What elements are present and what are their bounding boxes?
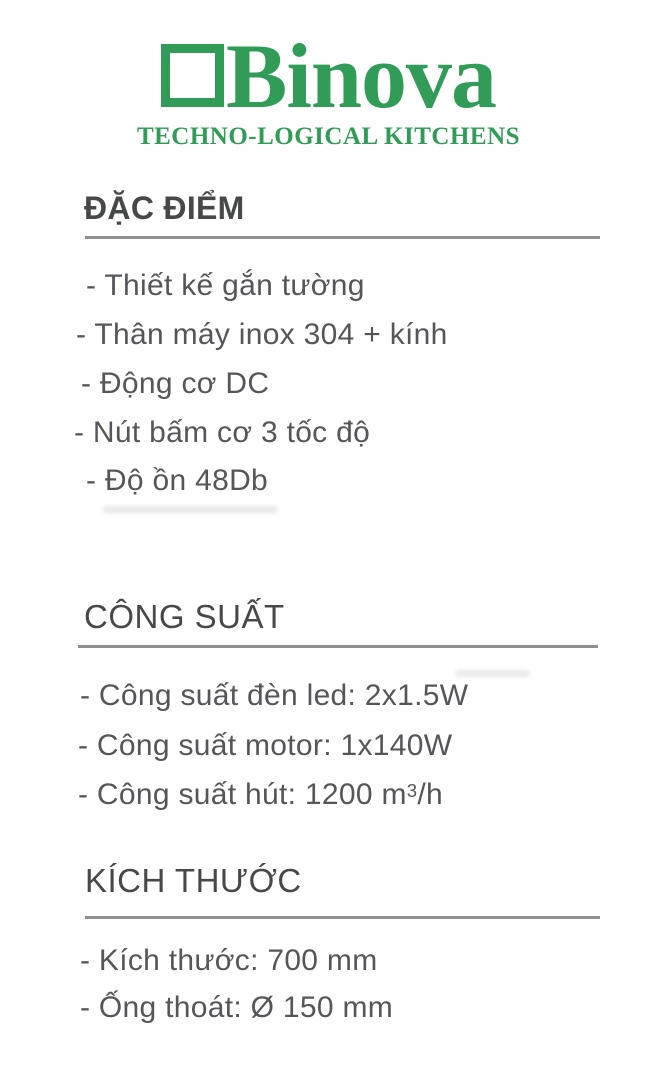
feature-item-motor-type: - Động cơ DC xyxy=(81,367,270,400)
brand-logo-row xyxy=(0,25,657,127)
brand-tagline: TECHNO-LOGICAL KITCHENS xyxy=(136,123,521,150)
dimension-item-width: - Kích thước: 700 mm xyxy=(80,944,378,977)
brand-logo xyxy=(0,25,657,151)
power-item-led: - Công suất đèn led: 2x1.5W xyxy=(80,679,469,712)
power-item-motor: - Công suất motor: 1x140W xyxy=(78,729,453,762)
divider-features xyxy=(85,236,600,239)
power-suction-superscript: 3 xyxy=(406,779,418,801)
section-title-features: ĐẶC ĐIỂM xyxy=(84,190,245,226)
erased-text-artifact xyxy=(455,670,530,677)
feature-item-buttons: - Nút bấm cơ 3 tốc độ xyxy=(74,416,371,449)
divider-power xyxy=(78,645,598,648)
feature-item-noise: - Độ ồn 48Db xyxy=(86,464,269,497)
section-title-dimensions: KÍCH THƯỚC xyxy=(85,862,302,899)
power-suction-text: - Công suất hút: 1200 m xyxy=(78,778,407,811)
feature-item-body-material: - Thân máy inox 304 + kính xyxy=(76,318,448,351)
divider-dimensions xyxy=(85,916,600,919)
feature-item-wall-mount: - Thiết kế gắn tường xyxy=(86,269,365,302)
erased-text-artifact xyxy=(103,506,278,513)
brand-name: Binova xyxy=(225,25,497,127)
power-item-suction xyxy=(78,780,443,810)
power-suction-unit: /h xyxy=(417,778,444,811)
dimension-item-duct: - Ống thoát: Ø 150 mm xyxy=(80,991,394,1024)
logo-square-icon xyxy=(161,44,224,107)
section-title-power: CÔNG SUẤT xyxy=(84,598,285,635)
